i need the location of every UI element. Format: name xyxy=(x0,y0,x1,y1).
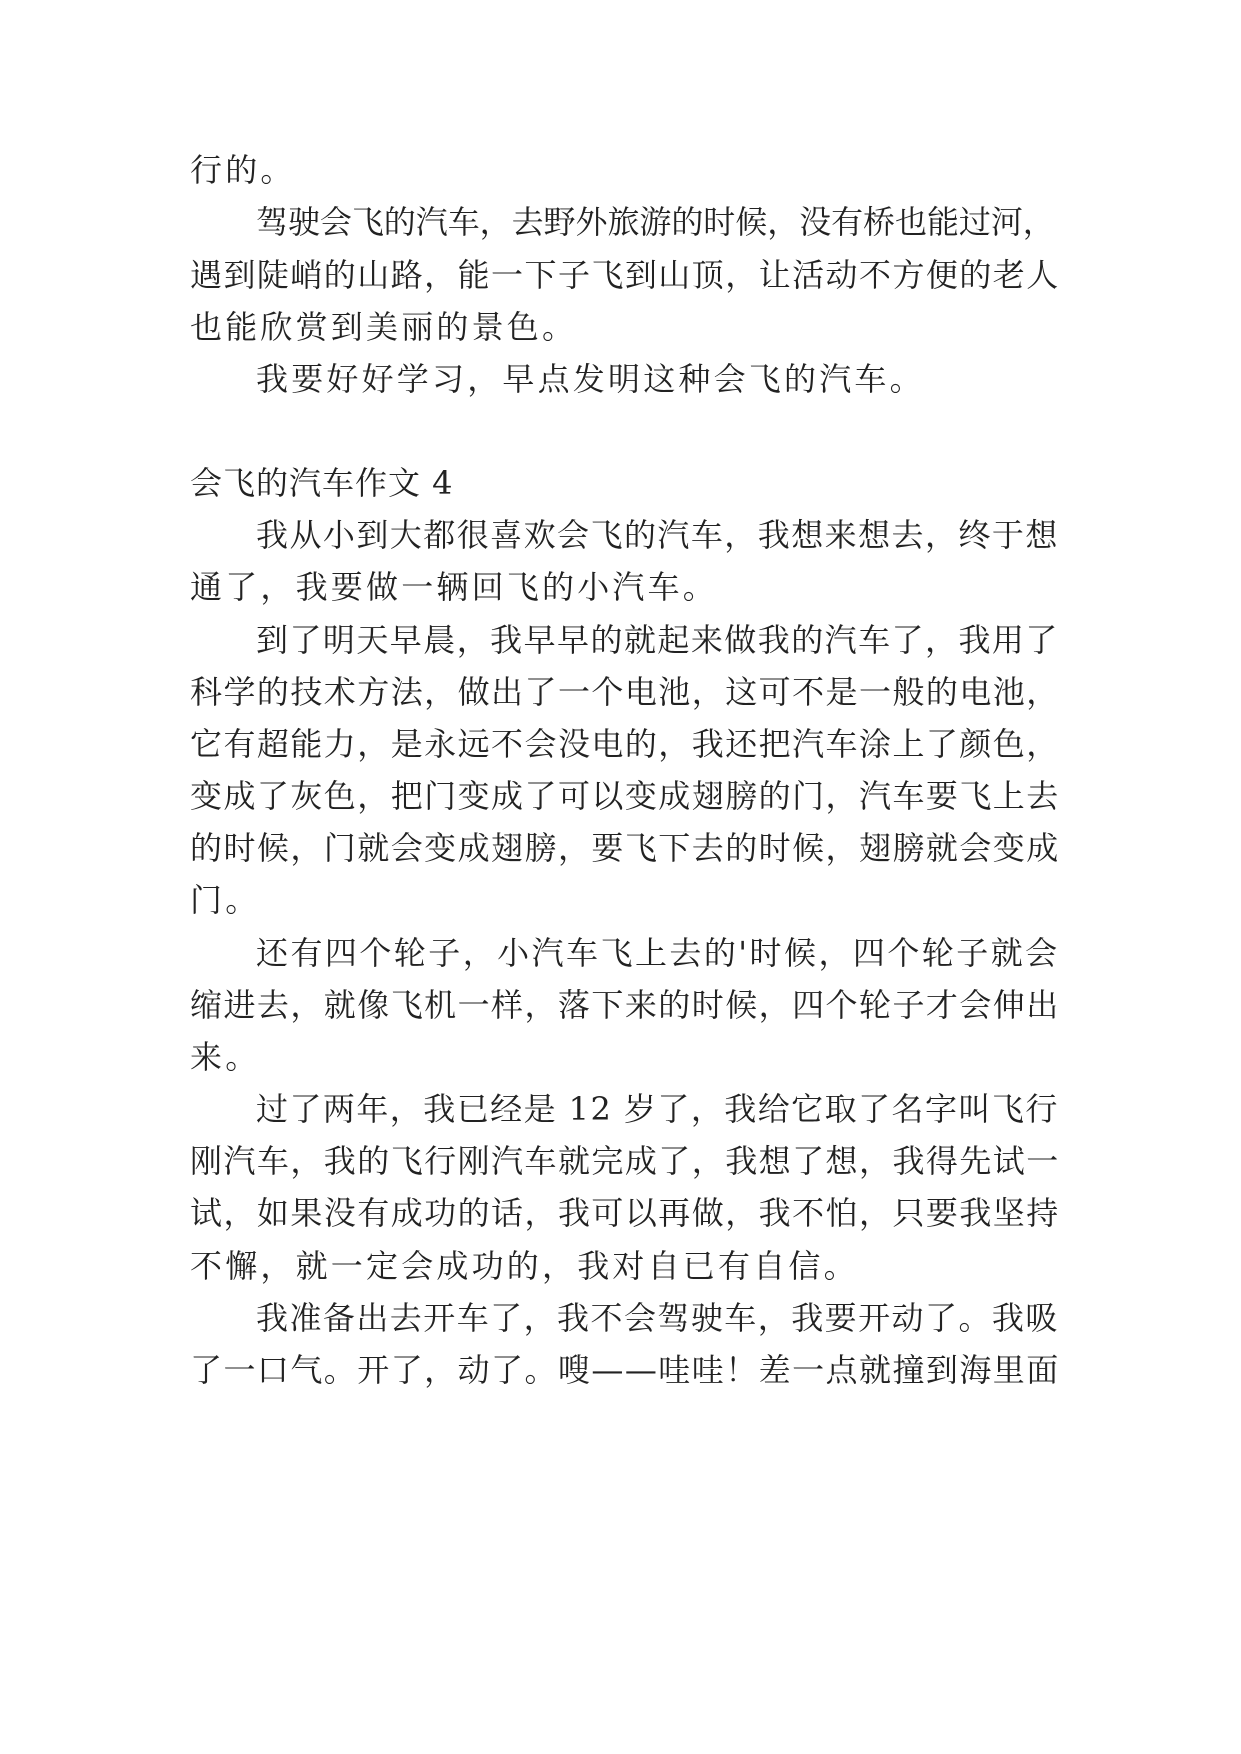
paragraph-first-line: 过了两年，我已经是 12 岁了，我给它取了名字叫飞行 xyxy=(256,1090,1059,1128)
text-line: 门。 xyxy=(190,881,261,919)
text-line: 变成了灰色，把门变成了可以变成翅膀的门，汽车要飞上去 xyxy=(190,777,1060,815)
text-line: 试，如果没有成功的话，我可以再做，我不怕，只要我坚持 xyxy=(190,1194,1060,1232)
paragraph-first-line: 我准备出去开车了，我不会驾驶车，我要开动了。我吸 xyxy=(256,1299,1059,1337)
text-line: 缩进去，就像飞机一样，落下来的时候，四个轮子才会伸出 xyxy=(190,986,1060,1024)
text-line: 遇到陡峭的山路，能一下子飞到山顶，让活动不方便的老人 xyxy=(190,256,1060,294)
text-line: 了一口气。开了，动了。嗖——哇哇！差一点就撞到海里面 xyxy=(190,1351,1060,1389)
text-line: 的时候，门就会变成翅膀，要飞下去的时候，翅膀就会变成 xyxy=(190,829,1060,867)
text-line: 通了，我要做一辆回飞的小汽车。 xyxy=(190,568,719,606)
text-line: 行的。 xyxy=(190,151,296,189)
paragraph-first-line: 驾驶会飞的汽车，去野外旅游的时候，没有桥也能过河， xyxy=(256,203,1055,241)
paragraph-first-line: 我从小到大都很喜欢会飞的汽车，我想来想去，终于想 xyxy=(256,516,1059,554)
text-line: 它有超能力，是永远不会没电的，我还把汽车涂上了颜色， xyxy=(190,725,1060,763)
text-line: 刚汽车，我的飞行刚汽车就完成了，我想了想，我得先试一 xyxy=(190,1142,1060,1180)
paragraph-first-line: 到了明天早晨，我早早的就起来做我的汽车了，我用了 xyxy=(256,621,1059,659)
section-heading: 会飞的汽车作文 4 xyxy=(190,464,454,502)
paragraph-first-line: 我要好好学习，早点发明这种会飞的汽车。 xyxy=(256,360,925,398)
paragraph-first-line: 还有四个轮子，小汽车飞上去的'时候，四个轮子就会 xyxy=(256,934,1060,972)
text-line: 科学的技术方法，做出了一个电池，这可不是一般的电池， xyxy=(190,673,1060,711)
text-line: 来。 xyxy=(190,1038,261,1076)
text-line: 不懈，就一定会成功的，我对自已有自信。 xyxy=(190,1247,859,1285)
text-line: 也能欣赏到美丽的景色。 xyxy=(190,308,578,346)
